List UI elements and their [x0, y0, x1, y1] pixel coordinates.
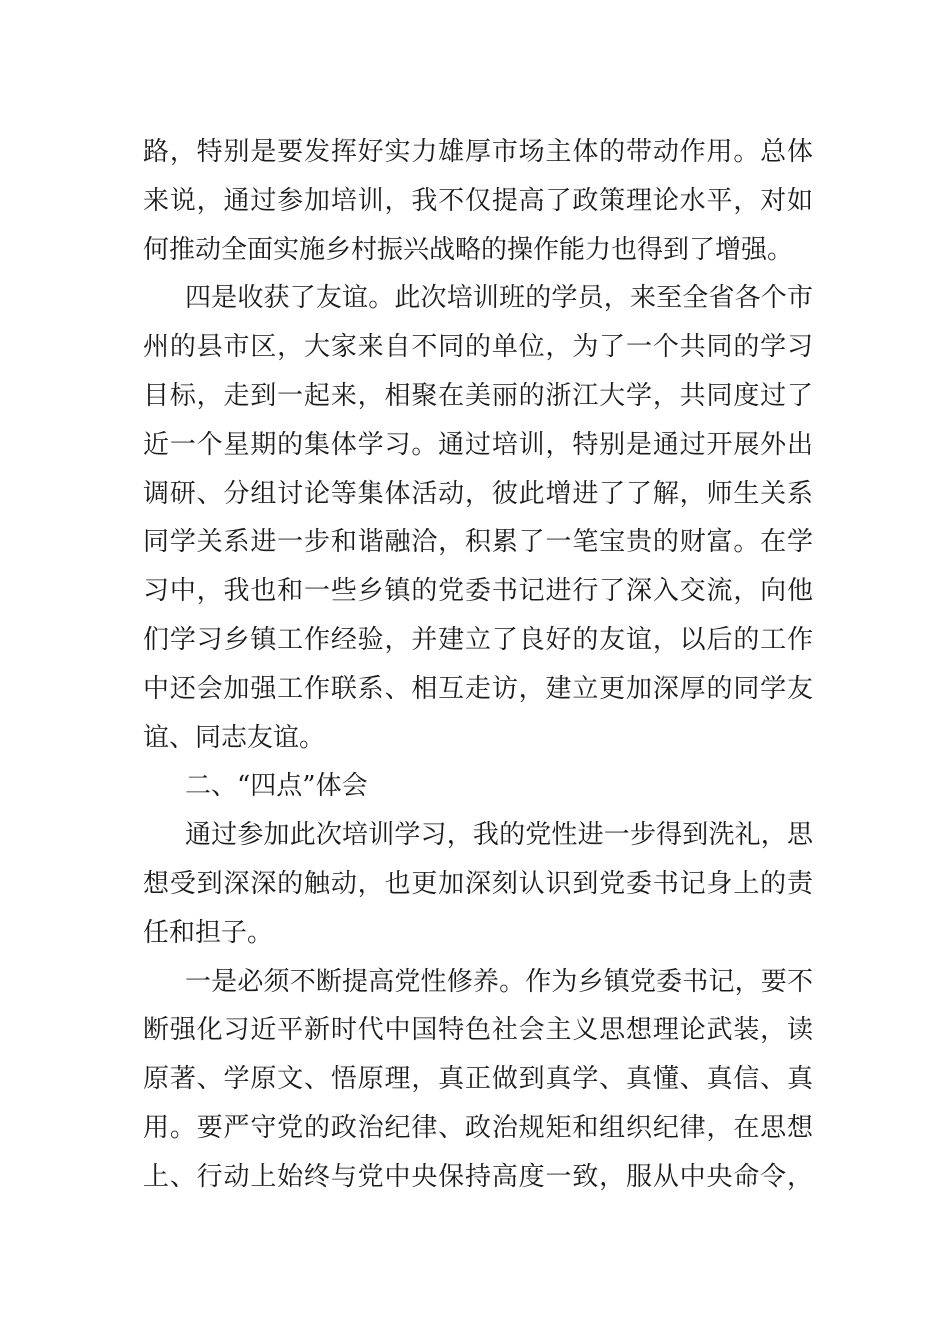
text-line: 来说，通过参加培训，我不仅提高了政策理论水平，对如: [143, 185, 813, 216]
text-line: 任和担子。: [143, 917, 274, 948]
text-line: 谊、同志友谊。: [143, 722, 326, 753]
text-line: 路，特别是要发挥好实力雄厚市场主体的带动作用。总体: [143, 137, 813, 167]
text-line: 们学习乡镇工作经验，并建立了良好的友谊，以后的工作: [143, 624, 813, 655]
text-line: 近一个星期的集体学习。通过培训，特别是通过开展外出: [143, 429, 813, 460]
text-line: 一是必须不断提高党性修养。作为乡镇党委书记，要不: [185, 966, 813, 997]
text-line: 通过参加此次培训学习，我的党性进一步得到洗礼，思: [185, 820, 813, 851]
text-line: 何推动全面实施乡村振兴战略的操作能力也得到了增强。: [143, 234, 794, 265]
text-line: 原著、学原文、悟原理，真正做到真学、真懂、真信、真: [143, 1064, 813, 1095]
text-line: 断强化习近平新时代中国特色社会主义思想理论武装，读: [143, 1015, 813, 1046]
text-line: 用。要严守党的政治纪律、政治规矩和组织纪律，在思想: [143, 1112, 813, 1143]
text-line: 中还会加强工作联系、相互走访，建立更加深厚的同学友: [143, 673, 813, 704]
text-line: 调研、分组讨论等集体活动，彼此增进了了解，师生关系: [143, 478, 813, 509]
text-line: 上、行动上始终与党中央保持高度一致，服从中央命令，: [143, 1161, 813, 1192]
text-line: 目标，走到一起来，相聚在美丽的浙江大学，共同度过了: [143, 380, 813, 411]
text-line: 想受到深深的触动，也更加深刻认识到党委书记身上的责: [143, 868, 813, 899]
text-line: 州的县市区，大家来自不同的单位，为了一个共同的学习: [143, 332, 813, 363]
text-line: 习中，我也和一些乡镇的党委书记进行了深入交流，向他: [143, 576, 813, 607]
text-line: 同学关系进一步和谐融洽，积累了一笔宝贵的财富。在学: [143, 527, 813, 558]
text-line: 二、“四点”体会: [185, 771, 368, 802]
text-line: 四是收获了友谊。此次培训班的学员，来至全省各个市: [185, 283, 813, 314]
document-body: [143, 128, 813, 1202]
